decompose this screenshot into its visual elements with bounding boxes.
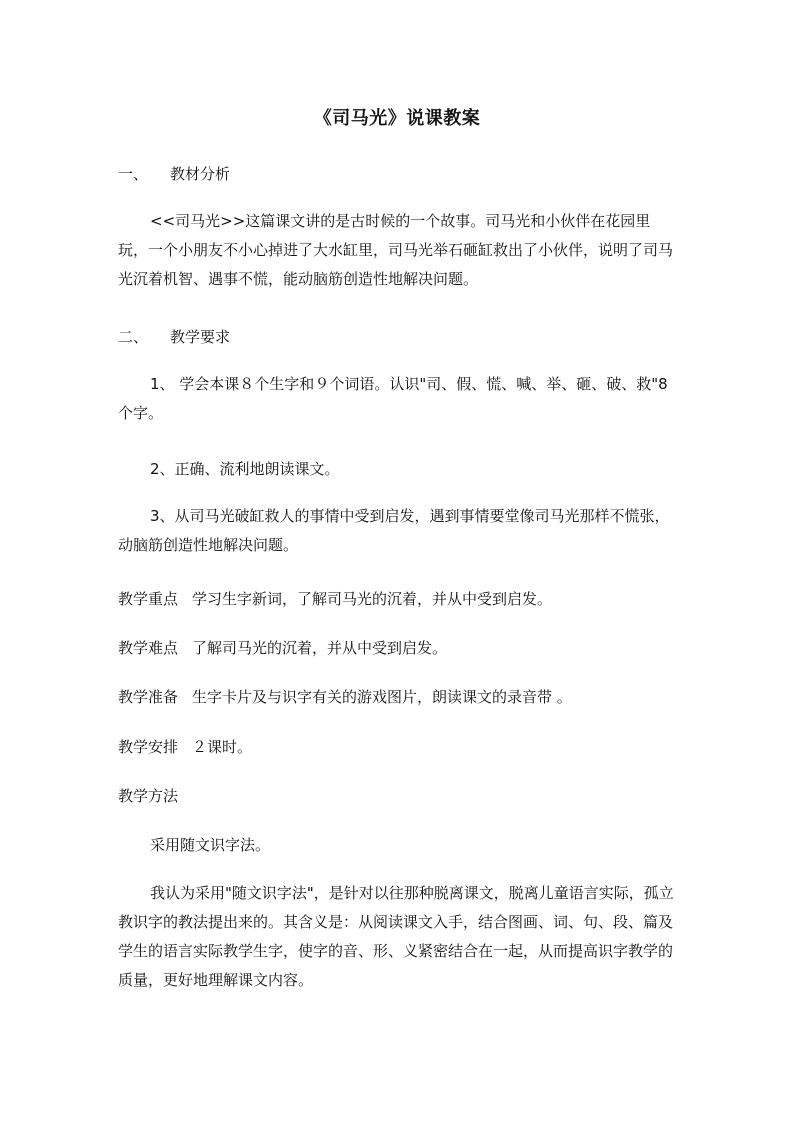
- section-title: 教学要求: [170, 328, 231, 346]
- requirement-item-2: 2、正确、流利地朗读课文。: [150, 460, 340, 478]
- field-label: 教学难点: [118, 639, 179, 657]
- analysis-paragraph: <<司马光>>这篇课文讲的是古时候的一个故事。司马光和小伙伴在花园里玩，一个小朋友不小心掉进了大水缸里，司马光举石砸缸救出了小伙伴，说明了司马光沉着机智、遇事不慌，能动脑筋创造性地解决问题。: [118, 212, 674, 288]
- section-heading-analysis: [118, 163, 230, 184]
- section-title: 教材分析: [170, 165, 231, 183]
- document-title: 《司马光》说课教案: [313, 108, 481, 129]
- field-value: 生字卡片及与识字有关的游戏图片，朗读课文的录音带 。: [192, 688, 572, 706]
- requirement-item-1: 1、 学会本课８个生字和９个词语。认识"司、假、慌、喊、举、砸、破、救"8个字。: [118, 375, 668, 422]
- teaching-difficulty: [118, 637, 447, 658]
- field-value: 了解司马光的沉着，并从中受到启发。: [192, 639, 448, 657]
- teaching-method-line: 采用随文识字法。: [150, 836, 271, 854]
- field-label: 教学安排: [118, 738, 179, 756]
- section-number: 一、: [118, 165, 149, 183]
- teaching-schedule: [118, 736, 252, 757]
- field-value: 学习生字新词，了解司马光的沉着，并从中受到启发。: [192, 590, 553, 608]
- teaching-focus: [118, 588, 552, 609]
- section-number: 二、: [118, 328, 149, 346]
- teaching-preparation: [118, 686, 572, 707]
- teaching-method-heading: 教学方法: [118, 787, 179, 805]
- teaching-method-paragraph: 我认为采用"随文识字法"，是针对以往那种脱离课文，脱离儿童语言实际，孤立教识字的教法提出来的。其含义是：从阅读课文入手，结合图画、词、句、段、篇及学生的语言实际教学生字，使字的音、形、义紧密结合在一起，从而提高识字教学的质量，更好地理解课文内容。: [118, 884, 674, 989]
- requirement-item-3: 3、从司马光破缸救人的事情中受到启发，遇到事情要堂像司马光那样不慌张，动脑筋创造性地解决问题。: [118, 507, 670, 554]
- field-label: 教学准备: [118, 688, 179, 706]
- field-label: 教学重点: [118, 590, 179, 608]
- section-heading-requirements: [118, 326, 230, 347]
- field-value: ２课时。: [192, 738, 253, 756]
